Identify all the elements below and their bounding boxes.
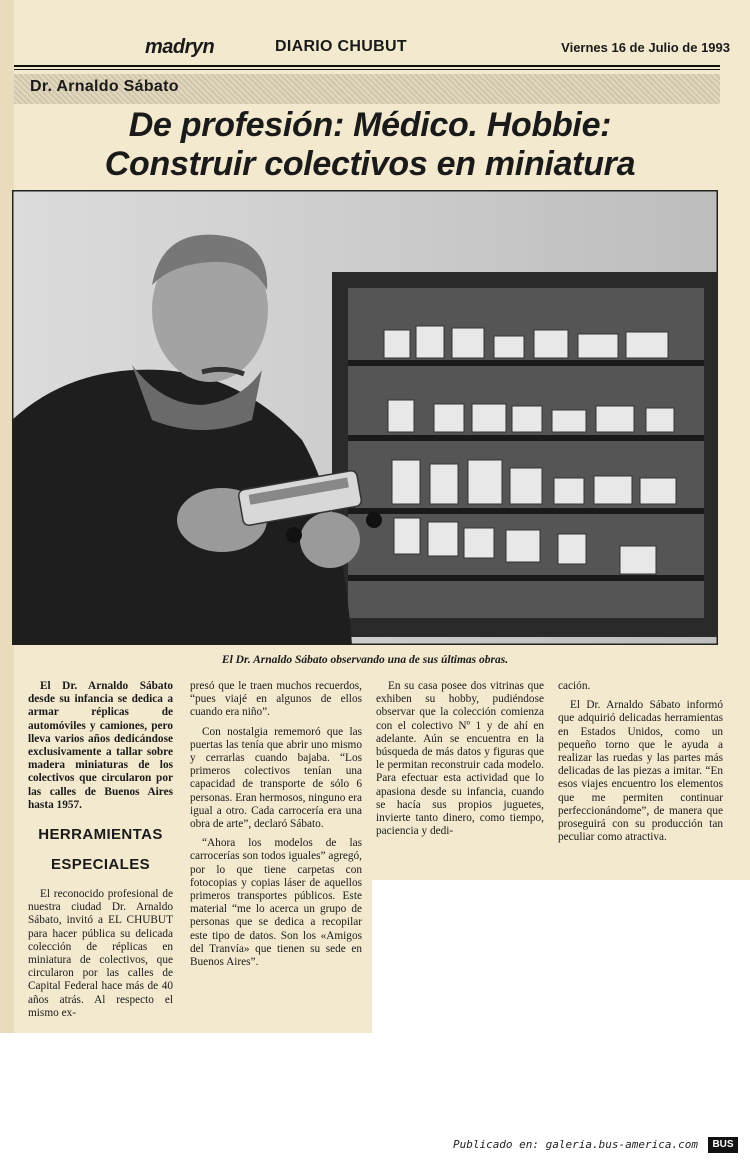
subhead-line-2: ESPECIALES <box>50 856 151 874</box>
masthead-rule <box>14 65 720 67</box>
article-photo <box>12 190 718 645</box>
brand-logo: madryn <box>145 36 215 58</box>
article-column-1 <box>28 680 173 1026</box>
newspaper-name: DIARIO CHUBUT <box>275 38 407 55</box>
subhead-line-1: HERRAMIENTAS <box>38 826 163 844</box>
watermark-credit: Publicado en: galeria.bus-america.com <box>452 1138 698 1151</box>
paragraph: “Ahora los modelos de las carrocerías son todos iguales” agregó, por lo que tiene carpetas con fotocopias y copias láser de aquellos primeros transportes públicos. Este material “me lo acerca un grupo de personas que se dedica a recopilar este tipo de datos. Son los «Amigos del Tranvía» que tienen su sede en Buenos Aires”. <box>190 837 362 969</box>
display-cabinet <box>332 272 718 637</box>
article-column-4 <box>558 680 723 850</box>
paragraph: Con nostalgia rememoró que las puertas las tenía que abrir uno mismo y cerrarlas cuando bajaba. “Los primeros colectivos tenían una capacidad de transporte de sólo 6 personas. Eran hermosos, ninguno era igual a otro. Cada carrocería era una obra de arte”, declaró Sábato. <box>190 725 362 831</box>
photo-caption: El Dr. Arnaldo Sábato observando una de sus últimas obras. <box>221 654 509 666</box>
section-subhead <box>28 820 173 880</box>
article-column-3 <box>376 680 544 844</box>
paragraph: presó que le traen muchos recuerdos, “pues viajé en algunos de ellos cuando era niño”. <box>190 680 362 719</box>
bus-america-logo: BUS <box>708 1137 738 1153</box>
issue-date: Viernes 16 de Julio de 1993 <box>561 40 730 55</box>
paragraph: cación. <box>558 680 591 692</box>
kicker: Dr. Arnaldo Sábato <box>30 78 179 95</box>
intro-paragraph: El Dr. Arnaldo Sábato desde su infancia se dedica a armar réplicas de automóviles y camiones, pero lleva varios años dedicándose exclusivamente a tallar sobre madera miniaturas de los colectivos que circularon por las calles de Buenos Aires hasta 1957. <box>28 680 173 811</box>
headline <box>20 106 720 184</box>
masthead-rule-thin <box>14 69 720 70</box>
paragraph: El Dr. Arnaldo Sábato informó que adquirió delicadas herramientas en Estados Unidos, como un pequeño torno que le ayuda a realizar las ruedas y las partes más delicadas de las piezas a imitar. “En esos viajes encuentro los elementos que me permiten continuar perfeccionándome”, de manera que proseguirá con su producción tan peculiar como atractiva. <box>558 699 723 844</box>
article-column-2 <box>190 680 362 975</box>
headline-line-1: De profesión: Médico. Hobbie: <box>128 106 612 144</box>
paragraph: El reconocido profesional de nuestra ciudad Dr. Arnaldo Sábato, invitó a EL CHUBUT para hacer pública su delicada colección de réplicas en miniatura de colectivos, que circularon por las calles de Capital Federal hace más de 40 años atrás. Al respecto el mismo ex- <box>28 888 173 1019</box>
paragraph: En su casa posee dos vitrinas que exhiben su hobby, pudiéndose observar que la colección comienza con el colectivo Nº 1 y de ahí en adelante. Aún se encuentra en la búsqueda de más datos y figuras que le permitan reconstruir cada modelo. Para efectuar esta actividad que lo apasiona desde su infancia, cuando se hacía sus propios juguetes, invierte tanto dinero, como tiempo, paciencia y dedi- <box>376 680 544 838</box>
headline-line-2: Construir colectivos en miniatura <box>104 145 636 183</box>
masthead <box>10 30 730 66</box>
